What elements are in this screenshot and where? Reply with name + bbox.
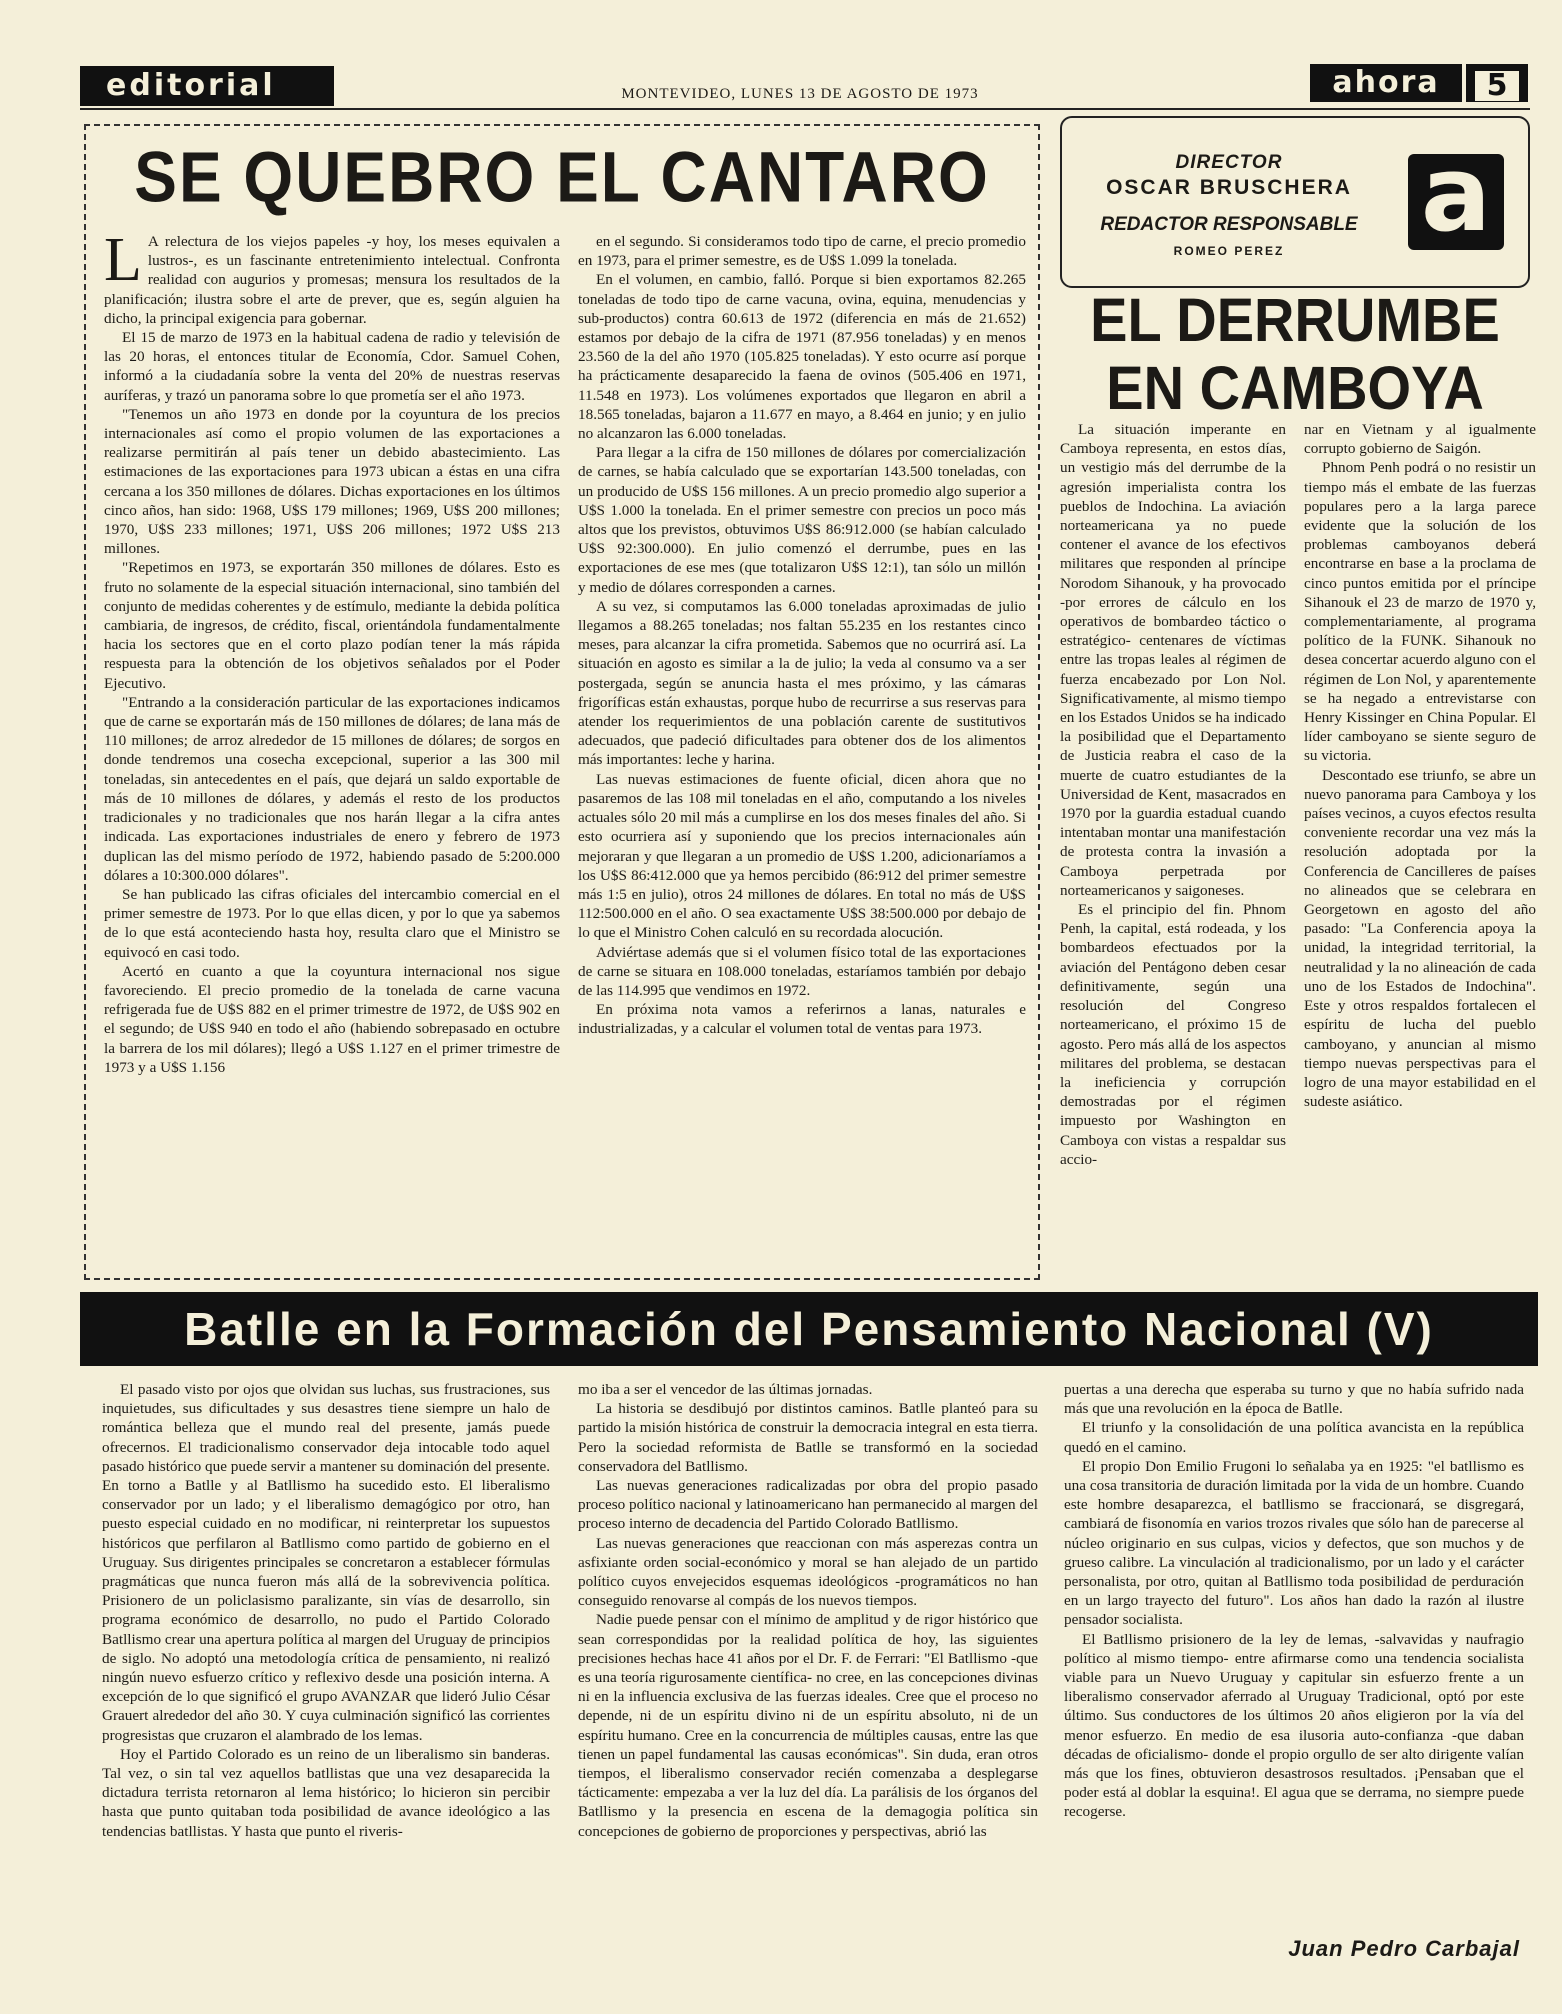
paragraph: La situación imperante en Camboya representa, en estos días, un vestigio más del derrumbe de la agresión imperialista contra los pueblos de Indochina. La aviación norteamericana ya no puede contener el avance de los efectivos militares que responden al príncipe Norodom Sihanouk, y ha provocado -por errores de cálculo en los operativos de bombardeo táctico o estratégico- centenares de víctimas entre las tropas leales al régimen de fuerza encabezado por Lon Nol. Significativamente, al mismo tiempo en los Estados Unidos se ha indicado la posibilidad que el Departamento de Justicia reabra el caso de la muerte de cuatro estudiantes de la Universidad de Kent, masacrados en 1970 por la guardia estadual cuando intentaban montar una manifestación de protesta contra la invasión a Camboya perpetrada por norteamericanos y saigoneses.: [1060, 421, 1286, 899]
paragraph: La historia se desdibujó por distintos caminos. Batlle planteó para su partido la misión histórica de construir la democracia integral en esta tierra. Pero la sociedad reformista de Batlle se transformó en la sociedad conservadora del Batllismo.: [578, 1400, 1038, 1475]
paragraph: El triunfo y la consolidación de una política avancista en la república quedó en el camino.: [1064, 1419, 1524, 1456]
paragraph: El pasado visto por ojos que olvidan sus luchas, sus frustraciones, sus inquietudes, sus dificultades y sus desastres tiene siempre un halo de romántica belleza que el mundo real del presente, jamás puede ofrecernos. El tradicionalismo conservador deja intocable todo aquel pasado histórico que puede servir a mantener su dominación del presente. En torno a Batlle y al Batllismo ha sucedido esto. El liberalismo conservador por un lado; y el liberalismo demagógico por otro, han puesto especial cuidado en no modificar, ni reinterpretar los supuestos históricos que perfilaron al Batllismo como partido de gobierno en el Uruguay. Sus dirigentes principales se concretaron a establecer fórmulas pragmáticas que nunca fueron más allá de la sobrevivencia política. Prisionero de un policlasismo paralizante, sin vías de desarrollo, sin programa económico de desarrollo, no pudo el Partido Colorado Batllismo crear una apertura política al margen del Uruguay de principios de siglo. No adoptó una metodología crítica de pensamiento, ni realizó ningún nuevo esfuerzo crítico y reflexivo desde una posición interna. A excepción de lo que significó el grupo AVANZAR que lideró Julio César Grauert alrededor del año 30. Y cuya culminación significó las corrientes progresistas que cruzaron el alambrado de los lemas.: [102, 1381, 550, 1744]
column-paragraphs: [578, 232, 1026, 1039]
paragraph: "Tenemos un año 1973 en donde por la coyuntura de los precios internacionales así como el propio volumen de las exportaciones a realizarse permitirán al país tener un debido abastecimiento. Las estimaciones de las exportaciones para 1973 ubican a éstas en una cifra cercana a los 350 millones de dólares. Dichas exportaciones en los últimos cinco años, han sido: 1968, U$S 179 millones; 1969, U$S 200 millones; 1970, U$S 233 millones; 1971, U$S 206 millones; 1972 U$S 213 millones.: [104, 405, 560, 558]
editorial-headline: SE QUEBRO EL CANTARO: [134, 136, 990, 218]
paragraph: Se han publicado las cifras oficiales del intercambio comercial en el primer semestre de 1973. Por lo que ellas dicen, y por lo que ya sabemos de lo que está aconteciendo hasta hoy, resulta claro que el Ministro se equivocó en casi todo.: [104, 885, 560, 961]
editor-name: ROMEO PEREZ: [1173, 244, 1285, 258]
paragraph: puertas a una derecha que esperaba su turno y que no había sufrido nada más que una revolución en la época de Batlle.: [1064, 1381, 1524, 1418]
batlle-column-3: [1064, 1380, 1524, 1932]
camboya-column-1: [1060, 420, 1286, 1280]
editorial-column-2: [578, 232, 1026, 1272]
director-name: OSCAR BRUSCHERA: [1106, 176, 1352, 199]
newspaper-brand: ahora: [1310, 64, 1462, 102]
camboya-headline: EL DERRUMBE EN CAMBOYA: [1090, 284, 1500, 423]
batlle-headline: Batlle en la Formación del Pensamiento Nacional (V): [80, 1292, 1538, 1366]
column-paragraphs: [1304, 420, 1536, 1111]
paragraph: Hoy el Partido Colorado es un reino de un liberalismo sin banderas. Tal vez, o sin tal vez aquellos batllistas que una vez desaparecida la dictadura terrista retornaron al lema histórico; lo hicieron sin percibir hasta que punto quitaban toda posibilidad de avance ideológico a las tendencias batllistas. Y hasta que punto el riveris-: [102, 1745, 550, 1840]
paragraph: A relectura de los viejos papeles -y hoy, los meses equivalen a lustros-, es un fascinante entretenimiento intelectual. Confronta realidad con augurios y promesas; mensura los resultados de la planificación; ilustra sobre el arte de prever, que es, según alguien ha dicho, la principal exigencia para gobernar.: [104, 233, 560, 327]
ahora-logo: a: [1408, 154, 1504, 250]
column-paragraphs: [1064, 1380, 1524, 1822]
paragraph: El 15 de marzo de 1973 en la habitual cadena de radio y televisión de las 20 horas, el entonces titular de Economía, Cdor. Samuel Cohen, informó a la ciudadanía sobre la venta del 20% de nuestras reservas auríferas, y trazó un panorama sobre lo que prometía ser el año 1973.: [104, 329, 560, 404]
column-paragraphs: [578, 1380, 1038, 1841]
column-paragraphs: [104, 232, 560, 1077]
editorial-column-1: [104, 232, 560, 1272]
paragraph: en el segundo. Si consideramos todo tipo de carne, el precio promedio en 1973, para el primer semestre, es de U$S 1.099 la tonelada.: [578, 233, 1026, 270]
paragraph: Descontado ese triunfo, se abre un nuevo panorama para Camboya y los países vecinos, a cuyos efectos resulta conveniente recordar una vez más la resolución adoptada por la Conferencia de Cancilleres de países no alineados que se celebrara en Georgetown en agosto del año pasado: "La Conferencia apoya la unidad, la integridad territorial, la neutralidad y la no alineación de cada uno de los Estados de Indochina". Este y otros respaldos fortalecen el espíritu de lucha del pueblo camboyano, y anuncian al mismo tiempo nuevas perspectivas para el logro de una mayor estabilidad en el sudeste asiático.: [1304, 766, 1536, 1111]
section-label: editorial: [80, 66, 334, 106]
paragraph: Es el principio del fin. Phnom Penh, la capital, está rodeada, y los bombardeos efectuados por la aviación del Pentágono deben cesar definitivamente, según una resolución del Congreso norteamericano, el próximo 15 de agosto. Pero más allá de los aspectos militares del problema, se destacan la ineficiencia y corrupción demostradas por el régimen impuesto por Washington en Camboya con vistas a respaldar sus accio-: [1060, 901, 1286, 1168]
batlle-column-1: [102, 1380, 550, 1970]
drop-cap: L: [104, 232, 142, 294]
camboya-column-2: [1304, 420, 1536, 1280]
page-number: [1466, 64, 1528, 102]
column-paragraphs: [102, 1380, 550, 1841]
paragraph: "Repetimos en 1973, se exportarán 350 millones de dólares. Esto es fruto no solamente de la especial situación internacional, sino también del conjunto de medidas coherentes y de estímulo, mediante la debida política cambiaria, de ingresos, de crédito, fiscal, orientándola fundamentalmente hacia los sectores que en el corto plazo podían tener la más rápida respuesta para la obtención de los objetivos señalados por el Poder Ejecutivo.: [104, 559, 560, 692]
column-paragraphs: [1060, 420, 1286, 1169]
paragraph: Nadie puede pensar con el mínimo de amplitud y de rigor histórico que sean correspondidas por la realidad política de hoy, las siguientes precisiones hechas hace 41 años por el Dr. F. de Ferrari: "El Batllismo -que es una teoría rigurosamente científica- no cree, en las concepciones divinas ni en la influencia exclusiva de las fuerzas ideales. Cree que el proceso no depende, ni de un espíritu divino ni de un espíritu absoluto, ni de un espíritu humano. Cree en la concurrencia de múltiples causas, entre las que tienen un papel fundamental las causas económicas". Sin duda, eran otros tiempos, el liberalismo conservador recién comenzaba a desplegarse tácticamente: empezaba a ver la luz del día. La parálisis de los órganos del Batllismo y la presencia en escena de la demagogia política sin concepciones de gobierno de proporciones y perspectivas, abrió las: [578, 1611, 1038, 1840]
author-signature: Juan Pedro Carbajal: [1288, 1936, 1520, 1961]
paragraph: Phnom Penh podrá o no resistir un tiempo más el embate de las fuerzas populares pero a la larga parece evidente que la solución de los problemas camboyanos deberá encontrarse en base a la proclama de cinco puntos emitida por el príncipe Sihanouk el 23 de marzo de 1970 y, complementariamente, al programa político de la FUNK. Sihanouk no desea concertar acuerdo alguno con el régimen de Lon Nol, y aparentemente se ha negado a entrevistarse con Henry Kissinger en China Popular. El líder camboyano se siente seguro de su victoria.: [1304, 459, 1536, 765]
paragraph: En el volumen, en cambio, falló. Porque si bien exportamos 82.265 toneladas de todo tipo de carne vacuna, ovina, equina, menudencias y sub-productos) contra 60.613 de 1972 (diferencia en más de 21.652) estamos por debajo de la cifra de 1971 (87.956 toneladas) y en menos 23.560 de la del año 1970 (105.825 toneladas). Y esto ocurre así porque ha prácticamente desaparecido la faena de ovinos (505.406 en 1971, 11.548 en 1973). Los volúmenes exportados que llegaron en abril a 18.565 toneladas, bajaron a 11.677 en mayo, a 8.464 en junio; y en julio no alcanzaron las 6.000 toneladas.: [578, 271, 1026, 443]
paragraph: Acertó en cuanto a que la coyuntura internacional nos sigue favoreciendo. El precio promedio de la tonelada de carne vacuna refrigerada fue de U$S 882 en el primer trimestre de 1972, de U$S 902 en el segundo; de U$S 940 en todo el año (habiendo sobrepasado en octubre la barrera de los mil dólares); llegó a U$S 1.127 en el primer trimestre de 1973 y a U$S 1.156: [104, 962, 560, 1076]
paragraph: Adviértase además que si el volumen físico total de las exportaciones de carne se situara en 108.000 toneladas, estaríamos también por debajo de las 114.995 que vendimos en 1972.: [578, 943, 1026, 999]
paragraph: Para llegar a la cifra de 150 millones de dólares por comercialización de carnes, se había calculado que se exportarían 143.500 toneladas, con un producido de U$S 156 millones. A un precio promedio algo superior a U$S 1.000 la tonelada. En el primer semestre con precios un poco más altos que los previstos, obtuvimos U$S 86:912.000 (se habían calculado U$S 92:300.000). En julio comenzó el derrumbe, pues en las exportaciones de ese mes (que totalizaron U$S 12:1), tan sólo un millón y medio de dólares corresponden a carnes.: [578, 444, 1026, 596]
paragraph: "Entrando a la consideración particular de las exportaciones indicamos que de carne se exportarán más de 150 millones de dólares; de lana más de 110 millones; de arroz alrededor de 15 millones de dólares; de sorgos en donde tendremos una cosecha excepcional, superior a las 300 mil toneladas, sin antecedentes en el país, que dejará un saldo exportable de más de 10 millones de dólares, y además el resto de los productos tradicionales y no tradicionales que nos harán llegar a la cifra antes indicada. Las exportaciones industriales de enero y febrero de 1973 duplican las del mismo período de 1972, habiendo pasado de 5:200.000 dólares a 10:300.000 dólares".: [104, 693, 560, 884]
paragraph: nar en Vietnam y al igualmente corrupto gobierno de Saigón.: [1304, 421, 1536, 458]
paragraph: El Batllismo prisionero de la ley de lemas, -salvavidas y naufragio político al mismo tiempo- entre afirmarse como una tendencia socialista viable para un Nuevo Uruguay y capitular sin esfuerzo frente a un liberalismo conservador aferrado al Uruguay Tradicional, optó por este último. Sus conductores de los últimos 20 años eligieron por la vía del menor esfuerzo. En medio de esa ilusoria auto-confianza -que daban décadas de oficialismo- donde el propio orgullo de ser alto dirigente valían más que los fines, obtuvieron desastrosos resultados. ¡Pensaban que el poder está al doblar la esquina!. El agua que se derrama, no siempre puede recogerse.: [1064, 1630, 1524, 1821]
director-label: DIRECTOR: [1175, 152, 1283, 173]
editor-label: REDACTOR RESPONSABLE: [1100, 214, 1358, 235]
paragraph: mo iba a ser el vencedor de las últimas jornadas.: [578, 1381, 873, 1398]
paragraph: Las nuevas estimaciones de fuente oficial, dicen ahora que no pasaremos de las 108 mil toneladas en el año, computando a los niveles actuales sólo 20 mil más a cumplirse en los dos meses finales del año. Si esto ocurriera así y suponiendo que los precios internacionales aún mejoraran y que llegaran a un promedio de U$S 1.200, adicionaríamos a los U$S 86:412.000 que ya hemos percibido (86:912 del primer semestre más 1:5 en julio), otros 24 millones de dólares. En total no más de U$S 112:500.000 en el año. O sea exactamente U$S 38:500.000 por debajo de lo que el Ministro Cohen calculó en su recordada alocución.: [578, 770, 1026, 942]
paragraph: En próxima nota vamos a referirnos a lanas, naturales e industrializadas, y a calcular el volumen total de ventas para 1973.: [578, 1001, 1026, 1038]
header-rule: [80, 108, 1530, 110]
paragraph: A su vez, si computamos las 6.000 toneladas aproximadas de julio llegamos a 88.265 toneladas; nos faltan 55.235 en los restantes cinco meses, para alcanzar la cifra prometida. Sabemos que no ocurrirá así. La situación en agosto es similar a la de julio; la veda al consumo va a ser postergada, según se anuncia hasta el mes próximo, y las cámaras frigoríficas están exhaustas, porque hubo de recurrirse a sus reservas para atender los requerimientos de una población carente de sustitutivos adecuados, que padeció dificultades para obtener dos de los alimentos más importantes: leche y harina.: [578, 597, 1026, 769]
paragraph: El propio Don Emilio Frugoni lo señalaba ya en 1925: "el batllismo es una cosa transitoria de duración limitada por la vida de un hombre. Cuando este hombre desaparezca, el batllismo se fraccionará, se disgregará, cambiará de fisonomía en varios trozos rivales que sólo han de parecerse al núcleo originario en sus culpas, vicios y defectos, que son muchos y de grueso calibre. La vinculación al tradicionalismo, por un lado y el carácter personalista, por otro, quitan al Batllismo toda posibilidad de perduración en un largo trayecto del futuro". Los años han dado la razón al ilustre pensador socialista.: [1064, 1457, 1524, 1629]
batlle-column-2: [578, 1380, 1038, 1970]
page-number-value: 5: [1475, 71, 1519, 101]
dateline: MONTEVIDEO, LUNES 13 DE AGOSTO DE 1973: [621, 86, 979, 102]
paragraph: Las nuevas generaciones que reaccionan con más asperezas contra un asfixiante orden social-económico y moral se han alejado de un partido político cuyos envejecidos esquemas ideológicos -programáticos no han conseguido renovarse al compás de los nuevos tiempos.: [578, 1534, 1038, 1610]
paragraph: Las nuevas generaciones radicalizadas por obra del propio pasado proceso político nacional y latinoamericano han permanecido al margen del proceso interno de decadencia del Partido Colorado Batllismo.: [578, 1477, 1038, 1533]
